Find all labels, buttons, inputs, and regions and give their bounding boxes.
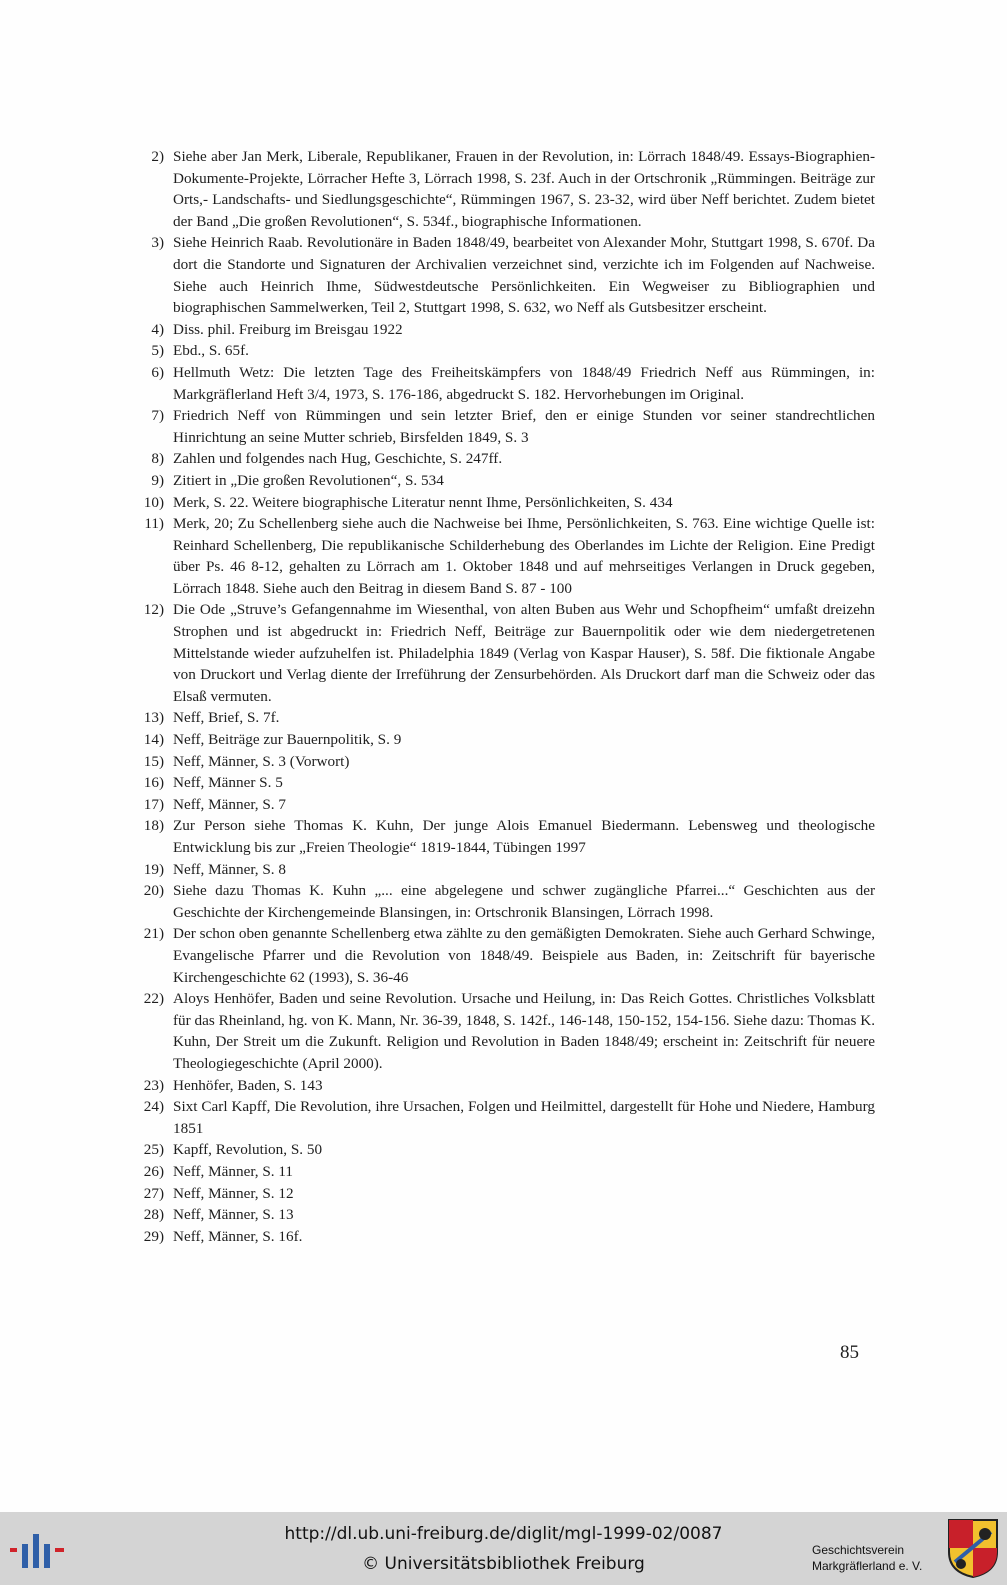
footnote-item	[127, 470, 875, 492]
footnote-number: 19)	[143, 860, 164, 878]
footnote-item	[127, 448, 875, 470]
footnote-number: 20)	[143, 882, 164, 900]
footnote-item	[127, 319, 875, 341]
footnote-item	[127, 751, 875, 773]
footnote-number: 17)	[143, 795, 164, 813]
footnote-text: Neff, Männer, S. 11	[173, 1162, 294, 1180]
footnote-text: Zur Person siehe Thomas K. Kuhn, Der junge Alois Emanuel Biedermann. Lebensweg und theologische Entwicklung bis zur „Freien Theologie“ 1819-1844, Tübingen 1997	[173, 817, 875, 856]
footnote-text: Neff, Männer, S. 16f.	[173, 1227, 303, 1245]
footnote-number: 6)	[151, 363, 164, 381]
footnote-item	[127, 794, 875, 816]
footnote-item	[127, 880, 875, 923]
footnote-item	[127, 1204, 875, 1226]
footnote-text: Die Ode „Struve’s Gefangennahme im Wiesenthal, von alten Buben aus Wehr und Schopfheim“ umfaßt dreizehn Strophen und ist abgedruckt in: Friedrich Neff, Beiträge zur Bauernpolitik oder wie dem niedergetretenen Mittelstande wieder aufzuhelfen ist. Philadelphia 1849 (Verlag von Kaspar Hauser), S. 58f. Die fiktionale Angabe von Druckort und Verlag diente der Irreführung der Zensurbehörden. Als Druckort darf man die Schweiz oder das Elsaß vermuten.	[173, 601, 875, 705]
footnote-text: Neff, Männer, S. 8	[173, 860, 286, 878]
footnote-item	[127, 1139, 875, 1161]
document-url-link[interactable]: http://dl.ub.uni-freiburg.de/diglit/mgl-1999-02/0087	[284, 1524, 723, 1544]
footnote-item	[127, 1075, 875, 1097]
footnote-text: Neff, Männer, S. 13	[173, 1206, 294, 1224]
footnote-number: 5)	[151, 342, 164, 360]
footnote-number: 25)	[143, 1141, 164, 1159]
footnote-text: Friedrich Neff von Rümmingen und sein letzter Brief, den er einige Stunden vor seiner standrechtlichen Hinrichtung an seine Mutter schrieb, Birsfelden 1849, S. 3	[173, 407, 875, 446]
footnote-item	[127, 707, 875, 729]
footnote-number: 4)	[151, 320, 164, 338]
footnote-number: 11)	[144, 515, 164, 533]
footnote-number: 15)	[143, 752, 164, 770]
footnote-number: 21)	[143, 925, 164, 943]
footnote-text: Henhöfer, Baden, S. 143	[173, 1076, 323, 1094]
footnote-number: 26)	[143, 1162, 164, 1180]
footnote-item	[127, 232, 875, 318]
footnote-text: Zitiert in „Die großen Revolutionen“, S. 534	[173, 471, 444, 489]
footnote-text: Neff, Beiträge zur Bauernpolitik, S. 9	[173, 731, 402, 749]
footnote-item	[127, 1183, 875, 1205]
footnote-item	[127, 859, 875, 881]
footnote-item	[127, 362, 875, 405]
society-name-line1: Geschichtsverein	[812, 1543, 905, 1557]
footnote-text: Neff, Männer, S. 3 (Vorwort)	[173, 752, 350, 770]
footnote-text: Der schon oben genannte Schellenberg etwa zählte zu den gemäßigten Demokraten. Siehe auch Gerhard Schwinge, Evangelische Pfarrer und die Revolution von 1848/49. Beispiele aus Baden, in: Zeitschrift für bayerische Kirchengeschichte 62 (1993), S. 36-46	[173, 925, 875, 986]
footnote-item	[127, 988, 875, 1074]
footnote-number: 2)	[151, 148, 164, 165]
page-number: 85	[840, 1342, 859, 1363]
footnote-item	[127, 146, 875, 232]
footnote-text: Aloys Henhöfer, Baden und seine Revolution. Ursache und Heilung, in: Das Reich Gottes. Christliches Volksblatt für das Rheinland, hg. von K. Mann, Nr. 36-39, 1848, S. 142f., 146-148, 150-152, 154-156. Siehe dazu: Thomas K. Kuhn, Der Streit um die Zukunft. Religion und Revolution in Baden 1848/49; erscheint in: Zeitschrift für neuere Theologiegeschichte (April 2000).	[173, 990, 875, 1072]
footnote-number: 18)	[143, 817, 164, 835]
footnote-number: 16)	[143, 774, 164, 792]
footnote-item	[127, 340, 875, 362]
footnote-list	[127, 146, 875, 1247]
footnote-text: Sixt Carl Kapff, Die Revolution, ihre Ursachen, Folgen und Heilmittel, dargestellt für Hohe und Niedere, Hamburg 1851	[173, 1098, 875, 1137]
footnote-item	[127, 1096, 875, 1139]
footnote-text: Kapff, Revolution, S. 50	[173, 1141, 323, 1159]
footnote-number: 29)	[143, 1227, 164, 1245]
footnote-text: Merk, 20; Zu Schellenberg siehe auch die Nachweise bei Ihme, Persönlichkeiten, S. 763. Eine wichtige Quelle ist: Reinhard Schellenberg, Die republikanische Schilderhebung des Oberlandes im Lichte der Religion. Eine Predigt über Ps. 46 8-12, gehalten zu Lörrach am 1. Oktober 1848 und auf mehrseitiges Verlangen in Druck gegeben, Lörrach 1848. Siehe auch den Beitrag in diesem Band S. 87 - 100	[173, 515, 875, 597]
footnote-item	[127, 405, 875, 448]
footnote-item	[127, 513, 875, 599]
footnote-number: 10)	[143, 493, 164, 511]
footnote-text: Siehe Heinrich Raab. Revolutionäre in Baden 1848/49, bearbeitet von Alexander Mohr, Stuttgart 1998, S. 670f. Da dort die Standorte und Signaturen der Archivalien verzeichnet sind, verzichte ich im Folgenden auf Nachweise. Siehe auch Heinrich Ihme, Südwestdeutsche Persönlichkeiten. Ein Wegweiser zu Bibliographien und biographischen Sammelwerken, Teil 2, Stuttgart 1998, S. 632, wo Neff als Gutsbesitzer erscheint.	[173, 234, 875, 317]
footnote-text: Neff, Männer S. 5	[173, 774, 283, 792]
footnote-text: Merk, S. 22. Weitere biographische Literatur nennt Ihme, Persönlichkeiten, S. 434	[173, 493, 673, 511]
footnote-number: 9)	[151, 471, 164, 489]
footnote-item	[127, 729, 875, 751]
footnote-number: 23)	[143, 1076, 164, 1094]
footer-bar	[0, 1512, 1007, 1585]
footnote-text: Neff, Brief, S. 7f.	[173, 709, 280, 727]
footnote-item	[127, 815, 875, 858]
footnote-number: 28)	[143, 1206, 164, 1224]
footnote-item	[127, 772, 875, 794]
footnote-text: Neff, Männer, S. 12	[173, 1184, 294, 1202]
footnote-number: 27)	[143, 1184, 164, 1202]
copyright-text: © Universitätsbibliothek Freiburg	[362, 1554, 645, 1574]
footnote-number: 24)	[143, 1098, 164, 1116]
footnote-number: 7)	[151, 407, 164, 425]
society-name	[812, 1542, 922, 1574]
footnote-text: Hellmuth Wetz: Die letzten Tage des Freiheitskämpfers von 1848/49 Friedrich Neff aus Rümmingen, in: Markgräflerland Heft 3/4, 1973, S. 176-186, abgedruckt S. 182. Hervorhebungen im Original.	[173, 363, 875, 403]
footnote-number: 13)	[143, 709, 164, 727]
footnote-item	[127, 923, 875, 988]
footnote-number: 8)	[151, 450, 164, 468]
footnote-number: 3)	[151, 234, 164, 252]
footnote-text: Neff, Männer, S. 7	[173, 795, 286, 813]
footnote-text: Ebd., S. 65f.	[173, 342, 249, 360]
footnote-item	[127, 492, 875, 514]
footnote-number: 22)	[143, 990, 164, 1008]
footnote-text: Siehe dazu Thomas K. Kuhn „... eine abgelegene und schwer zugängliche Pfarrei...“ Geschichten aus der Geschichte der Kirchengemeinde Blansingen, in: Ortschronik Blansingen, Lörrach 1998.	[173, 882, 875, 921]
footnote-text: Zahlen und folgendes nach Hug, Geschichte, S. 247ff.	[173, 450, 503, 468]
footnote-number: 12)	[143, 601, 164, 619]
footnote-item	[127, 1161, 875, 1183]
footnote-text: Siehe aber Jan Merk, Liberale, Republikaner, Frauen in der Revolution, in: Lörrach 1848/49. Essays-Biographien-Dokumente-Projekte, Lörracher Hefte 3, Lörrach 1998, S. 23f. Auch in der Ortschronik „Rümmingen. Beiträge zur Orts,- Landschafts- und Siedlungsgeschichte“, Rümmingen 1967, S. 23-32, wird über Neff berichtet. Zudem bietet der Band „Die großen Revolutionen“, S. 534f., biographische Informationen.	[173, 148, 875, 230]
coat-of-arms-icon	[947, 1518, 999, 1579]
society-name-line2: Markgräflerland e. V.	[812, 1559, 923, 1573]
footnote-number: 14)	[143, 731, 164, 749]
footnote-item	[127, 1226, 875, 1248]
footnote-item	[127, 599, 875, 707]
footnote-text: Diss. phil. Freiburg im Breisgau 1922	[173, 320, 403, 338]
